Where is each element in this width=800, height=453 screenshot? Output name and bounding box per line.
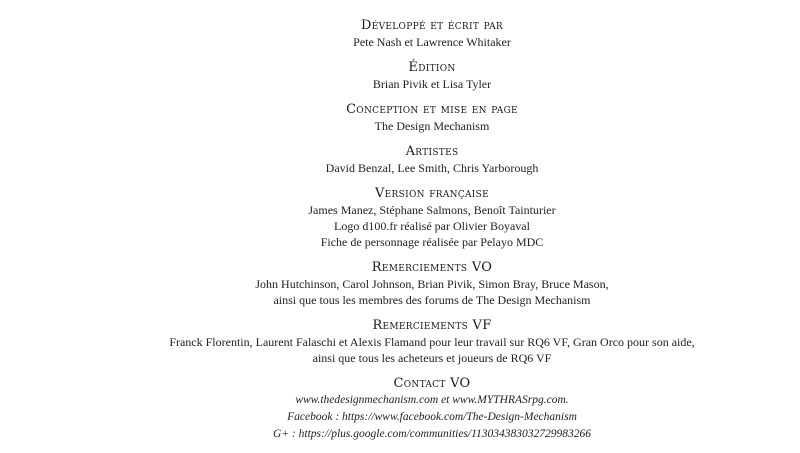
credit-line: ainsi que tous les acheteurs et joueurs de RQ6 VF: [312, 351, 552, 365]
credits-section-contact: [0, 376, 800, 443]
section-heading: Artistes: [405, 144, 459, 159]
credit-line: Fiche de personnage réalisée par Pelayo MDC: [320, 235, 544, 249]
contact-facebook: Facebook : https://www.facebook.com/The-Design-Mechanism: [287, 411, 577, 423]
section-heading: Conception et mise en page: [346, 102, 518, 117]
credits-page: [0, 18, 800, 453]
credit-line: ainsi que tous les membres des forums de The Design Mechanism: [273, 293, 591, 307]
credit-line: David Benzal, Lee Smith, Chris Yarborough: [325, 161, 539, 175]
credits-section-thanks-vo: [0, 260, 800, 308]
credit-line: John Hutchinson, Carol Johnson, Brian Pivik, Simon Bray, Bruce Mason,: [255, 277, 609, 291]
credit-line: Franck Florentin, Laurent Falaschi et Alexis Flamand pour leur travail sur RQ6 VF, Gran Orco pour son aide,: [169, 335, 695, 349]
contact-google-plus: G+ : https://plus.google.com/communities/113034383032729983266: [272, 428, 592, 440]
section-heading: Remerciements VO: [371, 260, 493, 275]
credit-line: Brian Pivik et Lisa Tyler: [372, 77, 492, 91]
section-heading: Version française: [374, 186, 489, 201]
credit-line: Pete Nash et Lawrence Whitaker: [353, 35, 511, 49]
section-heading: Remerciements VF: [372, 318, 492, 333]
credits-section-french-version: [0, 186, 800, 250]
contact-websites: www.thedesignmechanism.com et www.MYTHRASrpg.com.: [295, 394, 569, 406]
credit-line: James Manez, Stéphane Salmons, Benoît Tainturier: [308, 203, 556, 217]
credits-section-artists: [0, 144, 800, 176]
credits-section-layout: [0, 102, 800, 134]
section-heading: Édition: [408, 60, 456, 75]
credit-line: The Design Mechanism: [374, 119, 490, 133]
section-heading: Contact VO: [393, 376, 471, 391]
section-heading: Développé et écrit par: [361, 18, 503, 33]
credits-section-thanks-vf: [0, 318, 800, 366]
credits-section-editing: [0, 60, 800, 92]
credit-line: Logo d100.fr réalisé par Olivier Boyaval: [334, 219, 530, 233]
credits-section-author: [0, 18, 800, 50]
